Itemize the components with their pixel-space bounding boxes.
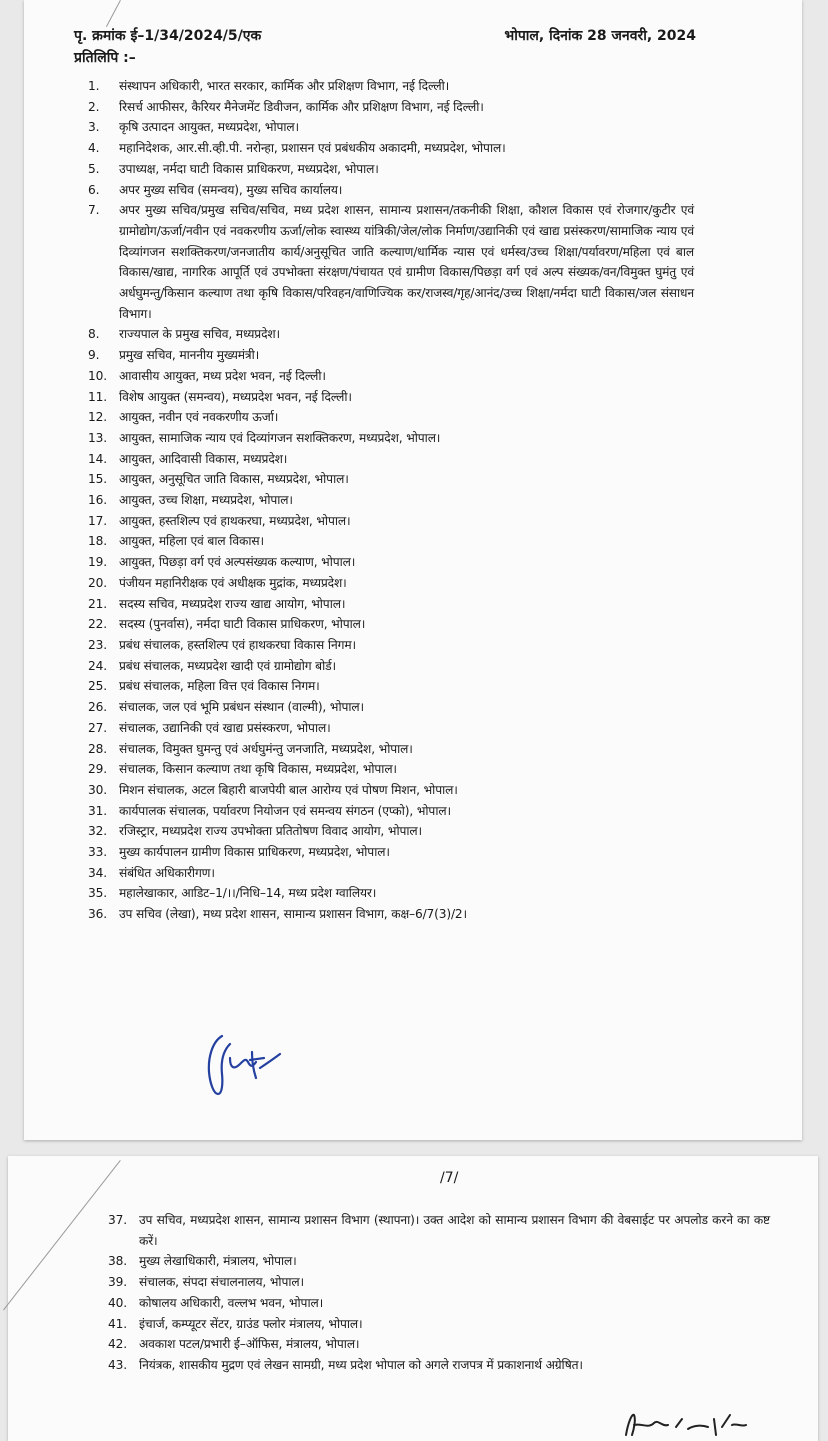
recipient-item <box>88 428 694 449</box>
item-number: 31. <box>88 803 107 818</box>
item-number: 15. <box>88 472 107 487</box>
item-number: 34. <box>88 865 107 880</box>
item-number: 13. <box>88 430 107 445</box>
recipient-item <box>88 387 694 408</box>
item-number: 11. <box>88 389 107 404</box>
item-text: सदस्य (पुनर्वास), नर्मदा घाटी विकास प्राधिकरण, भोपाल। <box>119 617 366 632</box>
item-number: 35. <box>88 886 107 901</box>
item-number: 36. <box>88 907 107 922</box>
reference-number: पृ. क्रमांक ई–1/34/2024/5/एक <box>74 28 262 44</box>
item-text: संचालक, संपदा संचालनालय, भोपाल। <box>139 1275 304 1290</box>
item-text: आयुक्त, अनुसूचित जाति विकास, मध्यप्रदेश, भोपाल। <box>119 472 349 487</box>
item-number: 21. <box>88 596 107 611</box>
item-text: महालेखाकार, आडिट–1/।।/निधि–14, मध्य प्रदेश ग्वालियर। <box>119 886 377 901</box>
recipient-item <box>108 1334 770 1355</box>
place-date: भोपाल, दिनांक 28 जनवरी, 2024 <box>504 28 696 44</box>
item-text: आयुक्त, उच्च शिक्षा, मध्यप्रदेश, भोपाल। <box>119 493 293 508</box>
item-text: सदस्य सचिव, मध्यप्रदेश राज्य खाद्य आयोग, भोपाल। <box>119 596 346 611</box>
recipient-item <box>88 676 694 697</box>
item-number: 23. <box>88 637 107 652</box>
copy-to-label: प्रतिलिपि :– <box>74 50 136 66</box>
item-number: 3. <box>88 120 100 135</box>
recipient-item <box>88 469 694 490</box>
item-number: 26. <box>88 700 107 715</box>
recipient-item <box>88 863 694 884</box>
item-text: आयुक्त, सामाजिक न्याय एवं दिव्यांगजन सशक्तिकरण, मध्यप्रदेश, भोपाल। <box>119 430 441 445</box>
item-number: 28. <box>88 741 107 756</box>
item-number: 1. <box>88 79 100 93</box>
recipient-item <box>88 449 694 470</box>
item-number: 29. <box>88 762 107 777</box>
item-number: 14. <box>88 451 107 466</box>
item-number: 7. <box>88 203 100 218</box>
item-number: 43. <box>108 1357 127 1372</box>
item-number: 12. <box>88 410 107 425</box>
item-text: उप सचिव (लेखा), मध्य प्रदेश शासन, सामान्य प्रशासन विभाग, कक्ष–6/7(3)/2। <box>119 907 467 922</box>
item-text: अवकाश पटल/प्रभारी ई–ऑफिस, मंत्रालय, भोपाल। <box>139 1337 360 1352</box>
item-text: आयुक्त, हस्तशिल्प एवं हाथकरघा, मध्यप्रदेश, भोपाल। <box>119 513 351 528</box>
item-number: 5. <box>88 161 100 176</box>
recipient-item <box>88 97 694 118</box>
item-number: 4. <box>88 141 100 156</box>
recipient-item <box>88 594 694 615</box>
recipient-item <box>88 759 694 780</box>
recipient-item <box>88 821 694 842</box>
item-number: 39. <box>108 1275 127 1290</box>
item-text: आयुक्त, पिछड़ा वर्ग एवं अल्पसंख्यक कल्याण, भोपाल। <box>119 555 356 570</box>
item-text: संचालक, विमुक्त घुमन्तु एवं अर्धघुमंन्तु जनजाति, मध्यप्रदेश, भोपाल। <box>119 741 413 756</box>
page-number: /7/ <box>440 1170 459 1186</box>
recipient-item <box>88 76 694 97</box>
recipient-item <box>88 739 694 760</box>
item-text: संस्थापन अधिकारी, भारत सरकार, कार्मिक और प्रशिक्षण विभाग, नई दिल्ली। <box>119 79 450 93</box>
recipient-item <box>108 1272 770 1293</box>
item-number: 10. <box>88 368 107 383</box>
recipient-item <box>88 718 694 739</box>
recipient-item <box>88 552 694 573</box>
item-text: मुख्य लेखाधिकारी, मंत्रालय, भोपाल। <box>139 1254 297 1269</box>
recipient-item <box>88 366 694 387</box>
recipient-item <box>108 1210 770 1251</box>
item-number: 37. <box>108 1213 127 1227</box>
recipient-item <box>88 490 694 511</box>
recipient-list-page-2 <box>108 1210 770 1376</box>
recipient-item <box>88 511 694 532</box>
recipient-list-page-1 <box>88 76 694 925</box>
item-number: 8. <box>88 327 100 342</box>
item-number: 2. <box>88 99 100 114</box>
recipient-item <box>88 697 694 718</box>
recipient-item <box>88 904 694 925</box>
item-text: पंजीयन महानिरीक्षक एवं अधीक्षक मुद्रांक, मध्यप्रदेश। <box>119 575 347 590</box>
item-text: कार्यपालक संचालक, पर्यावरण नियोजन एवं समन्वय संगठन (एप्को), भोपाल। <box>119 803 451 818</box>
item-number: 32. <box>88 824 107 839</box>
item-number: 33. <box>88 845 107 860</box>
recipient-item <box>88 842 694 863</box>
item-text: प्रबंध संचालक, महिला वित्त एवं विकास निगम। <box>119 679 320 694</box>
item-text: मिशन संचालक, अटल बिहारी बाजपेयी बाल आरोग्य एवं पोषण मिशन, भोपाल। <box>119 782 458 797</box>
item-number: 19. <box>88 555 107 570</box>
item-text: संचालक, उद्यानिकी एवं खाद्य प्रसंस्करण, भोपाल। <box>119 720 331 735</box>
item-number: 16. <box>88 493 107 508</box>
item-text: कोषालय अधिकारी, वल्लभ भवन, भोपाल। <box>139 1295 324 1310</box>
paper-crease <box>3 1160 121 1310</box>
recipient-item <box>88 780 694 801</box>
item-number: 18. <box>88 534 107 549</box>
recipient-item <box>88 883 694 904</box>
item-number: 20. <box>88 575 107 590</box>
signature-image-2 <box>618 1405 748 1441</box>
item-number: 41. <box>108 1316 127 1331</box>
recipient-item <box>88 117 694 138</box>
item-number: 40. <box>108 1295 127 1310</box>
item-text: प्रबंध संचालक, हस्तशिल्प एवं हाथकरघा विकास निगम। <box>119 637 356 652</box>
recipient-item <box>88 200 694 324</box>
recipient-item <box>88 656 694 677</box>
item-text: संचालक, जल एवं भूमि प्रबंधन संस्थान (वाल्मी), भोपाल। <box>119 700 364 715</box>
item-text: संचालक, किसान कल्याण तथा कृषि विकास, मध्यप्रदेश, भोपाल। <box>119 762 397 777</box>
item-text: रिसर्च आफीसर, कैरियर मैनेजमेंट डिवीजन, कार्मिक और प्रशिक्षण विभाग, नई दिल्ली। <box>119 99 484 114</box>
recipient-item <box>108 1251 770 1272</box>
paper-crease <box>106 0 121 27</box>
item-text: आवासीय आयुक्त, मध्य प्रदेश भवन, नई दिल्ली। <box>119 368 326 383</box>
item-number: 17. <box>88 513 107 528</box>
recipient-item <box>108 1355 770 1376</box>
item-text: रजिस्ट्रार, मध्यप्रदेश राज्य उपभोक्ता प्रतितोषण विवाद आयोग, भोपाल। <box>119 824 422 839</box>
item-text: कृषि उत्पादन आयुक्त, मध्यप्रदेश, भोपाल। <box>119 120 299 135</box>
recipient-item <box>88 345 694 366</box>
recipient-item <box>88 531 694 552</box>
item-text: अपर मुख्य सचिव (समन्वय), मुख्य सचिव कार्यालय। <box>119 182 343 197</box>
recipient-item <box>88 324 694 345</box>
item-text: इंचार्ज, कम्प्यूटर सेंटर, ग्राउंड फ्लोर मंत्रालय, भोपाल। <box>139 1316 363 1331</box>
recipient-item <box>108 1293 770 1314</box>
item-text: आयुक्त, नवीन एवं नवकरणीय ऊर्जा। <box>119 410 279 425</box>
recipient-item <box>108 1314 770 1335</box>
item-number: 30. <box>88 782 107 797</box>
recipient-item <box>88 801 694 822</box>
recipient-item <box>88 138 694 159</box>
item-text: मुख्य कार्यपालन ग्रामीण विकास प्राधिकरण, मध्यप्रदेश, भोपाल। <box>119 845 390 860</box>
item-text: आयुक्त, महिला एवं बाल विकास। <box>119 534 264 549</box>
item-number: 6. <box>88 182 100 197</box>
item-number: 42. <box>108 1337 127 1352</box>
item-number: 9. <box>88 348 100 363</box>
recipient-item <box>88 180 694 201</box>
item-text: विशेष आयुक्त (समन्वय), मध्यप्रदेश भवन, नई दिल्ली। <box>119 389 352 404</box>
recipient-item <box>88 159 694 180</box>
item-number: 22. <box>88 617 107 632</box>
item-text: अपर मुख्य सचिव/प्रमुख सचिव/सचिव, मध्य प्रदेश शासन, सामान्य प्रशासन/तकनीकी शिक्षा, कौशल विकास एवं रोजगार/कुटीर एवं ग्रामोद्योग/ऊर्जा/नवीन एवं नवकरणीय ऊर्जा/लोक स्वास्थ्य यांत्रिकी/जेल/लोक निर्माण/उद्यानिकी एवं खाद्य प्रसंस्करण/सामाजिक न्याय एवं दिव्यांगजन सशक्तिकरण/जनजातीय कार्य/अनुसूचित जाति कल्याण/धार्मिक न्यास एवं धर्मस्व/उच्च शिक्षा/पर्यावरण/महिला एवं बाल विकास/खाद्य, नागरिक आपूर्ति एवं उपभोक्ता संरक्षण/पंचायत एवं ग्रामीण विकास/पिछड़ा वर्ग एवं अल्प संख्यक/वन/विमुक्त घुमंतु एवं अर्धघुमन्तु/किसान कल्याण तथा कृषि विकास/परिवहन/वाणिज्यिक कर/राजस्व/गृह/आनंद/उच्च शिक्षा/नर्मदा घाटी विकास/जल संसाधन विभाग। <box>119 203 694 321</box>
item-text: आयुक्त, आदिवासी विकास, मध्यप्रदेश। <box>119 451 288 466</box>
item-number: 25. <box>88 679 107 694</box>
item-number: 38. <box>108 1254 127 1269</box>
item-text: प्रबंध संचालक, मध्यप्रदेश खादी एवं ग्रामोद्योग बोर्ड। <box>119 658 336 673</box>
item-number: 27. <box>88 720 107 735</box>
item-number: 24. <box>88 658 107 673</box>
item-text: संबंधित अधिकारीगण। <box>119 865 215 880</box>
item-text: प्रमुख सचिव, माननीय मुख्यमंत्री। <box>119 348 260 363</box>
recipient-item <box>88 614 694 635</box>
recipient-item <box>88 407 694 428</box>
recipient-item <box>88 573 694 594</box>
recipient-item <box>88 635 694 656</box>
item-text: उपाध्यक्ष, नर्मदा घाटी विकास प्राधिकरण, मध्यप्रदेश, भोपाल। <box>119 161 379 176</box>
signature-image <box>200 1028 290 1098</box>
item-text: उप सचिव, मध्यप्रदेश शासन, सामान्य प्रशासन विभाग (स्थापना)। उक्त आदेश को सामान्य प्रशासन विभाग की वेबसाईट पर अपलोड करने का कष्ट करें। <box>139 1213 770 1248</box>
item-text: महानिदेशक, आर.सी.व्ही.पी. नरोन्हा, प्रशासन एवं प्रबंधकीय अकादमी, मध्यप्रदेश, भोपाल। <box>119 141 506 156</box>
item-text: नियंत्रक, शासकीय मुद्रण एवं लेखन सामग्री, मध्य प्रदेश भोपाल को अगले राजपत्र में प्रकाशनार्थ अग्रेषित। <box>139 1357 583 1372</box>
item-text: राज्यपाल के प्रमुख सचिव, मध्यप्रदेश। <box>119 327 281 342</box>
